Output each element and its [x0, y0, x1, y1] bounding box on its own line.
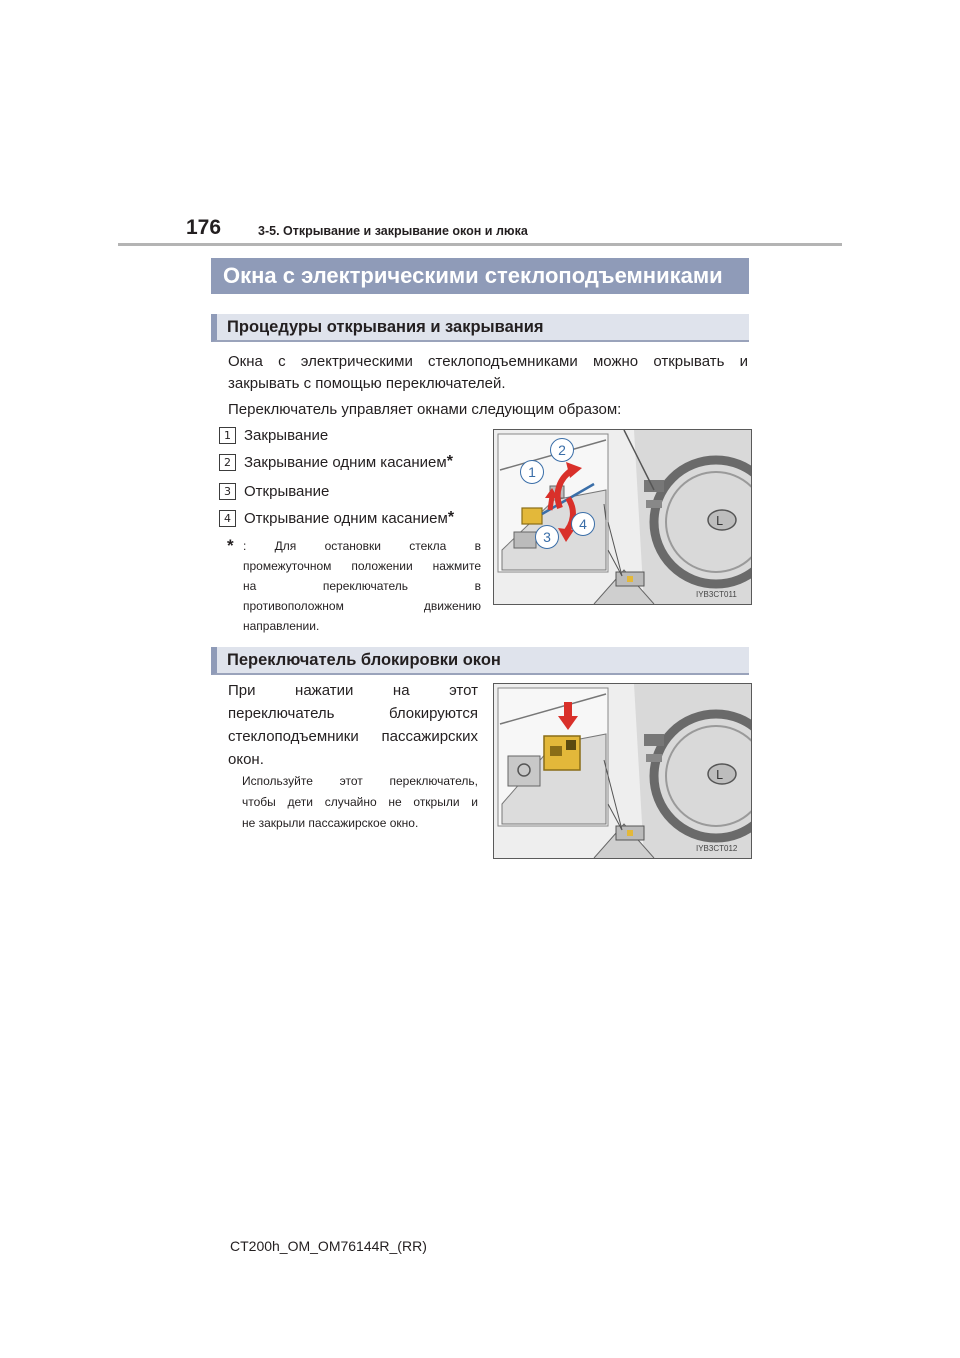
svg-text:L: L: [716, 768, 723, 782]
lock-text-line: При нажатии на этот: [228, 682, 478, 699]
lock-note-line: чтобы дети случайно не открыли и: [242, 795, 478, 809]
lock-text-line: окон.: [228, 751, 264, 768]
footnote-line: : Для остановки стекла в: [243, 539, 481, 553]
intro-paragraph-2: Переключатель управляет окнами следующим образом:: [228, 401, 622, 418]
callout-4: 4: [571, 512, 595, 536]
list-item: 4 Открывание одним касанием *: [219, 508, 454, 528]
lock-text-line: стеклоподъемники пассажирских: [228, 728, 478, 745]
lock-switch-illustration: [493, 683, 752, 859]
callout-1: 1: [520, 460, 544, 484]
subheading-lock: Переключатель блокировки окон: [211, 647, 749, 675]
item-number: 2: [219, 454, 236, 471]
page-title: Окна с электрическими стеклоподъемниками: [211, 258, 749, 294]
intro-paragraph-line2: закрывать с помощью переключателей.: [228, 375, 506, 392]
window-switch-illustration: [493, 429, 752, 605]
subheading-operation: Процедуры открывания и закрывания: [211, 314, 749, 342]
lock-description: [228, 679, 478, 771]
intro-paragraph-line1: Окна с электрическими стеклоподъемниками можно открывать и: [228, 353, 748, 370]
footer-document-id: CT200h_OM_OM76144R_(RR): [230, 1238, 427, 1254]
footnote-mark: *: [227, 536, 234, 555]
footnote: [227, 536, 481, 633]
figure-code: IYB3CT011: [696, 590, 737, 599]
section-header: 3-5. Открывание и закрывание окон и люка: [258, 224, 528, 238]
item-label: Закрывание одним касанием: [244, 453, 447, 471]
figure-code: IYB3CT012: [696, 844, 738, 853]
svg-text:L: L: [716, 514, 723, 528]
list-item: [219, 425, 328, 445]
list-item: [219, 481, 329, 501]
item-number: 3: [219, 483, 236, 500]
list-item: 2 Закрывание одним касанием *: [219, 452, 453, 472]
footnote-line: противоположном движению: [243, 599, 481, 613]
item-number: 1: [219, 427, 236, 444]
item-label: Открывание одним касанием: [244, 509, 448, 527]
footnote-line: направлении.: [243, 619, 320, 633]
lock-text-line: переключатель блокируются: [228, 705, 478, 722]
lock-note-line: не закрыли пассажирское окно.: [242, 816, 419, 830]
footnote-line: на переключатель в: [243, 579, 481, 593]
callout-3: 3: [535, 525, 559, 549]
page-number: 176: [186, 216, 222, 239]
window-switch-drawing: [494, 430, 751, 604]
item-number: 4: [219, 510, 236, 527]
lock-note: [242, 771, 478, 834]
lock-switch-drawing: [494, 684, 751, 858]
header-rule: [118, 243, 842, 246]
item-label: Открывание: [244, 482, 330, 500]
footnote-line: промежуточном положении нажмите: [243, 559, 481, 573]
callout-2: 2: [550, 438, 574, 462]
item-label: Закрывание: [244, 426, 329, 444]
lock-note-line: Используйте этот переключатель,: [242, 774, 478, 788]
